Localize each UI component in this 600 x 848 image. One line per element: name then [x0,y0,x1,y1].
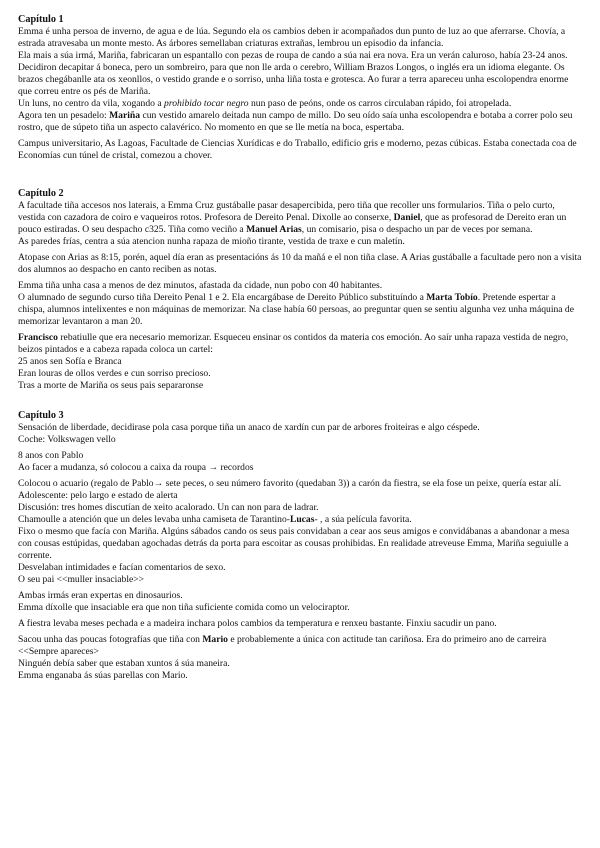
bold-name: Manuel Arias [246,224,302,235]
paragraph: As paredes frías, centra a súa atencion nunha rapaza de mioño tirante, vestida de traxe e cun maletín. [18,236,405,247]
chapter-1-heading: Capítulo 1 [18,14,64,25]
bold-name: Lucas [289,514,315,525]
chapter-2 [18,188,582,392]
chapter-3 [18,410,582,682]
paragraph: A fiestra levaba meses pechada e a madeira inchara polos cambios da temperatura e renxeu bastante. Finxiu sacudir un pano. [18,618,497,629]
paragraph: Agora ten un pesadelo: Mariña cun vestido amarelo deitada nun campo de millo. Do seu oído saía unha escolopendra e botaba a correr polo seu rostro, que de súpeto tiña un aspecto calavérico. No momento en que se lle metía na boca, espertaba. [18,110,573,133]
chapter-2-heading: Capítulo 2 [18,188,64,199]
paragraph: Coche: Volkswagen vello [18,434,116,445]
paragraph: Ela mais a súa irmá, Mariña, fabricaran un espantallo con pezas de roupa de cando a súa nai era nova. Era un verán caluroso, había 23-24 anos. Decidiron decapitar á boneca, pero un sombreiro, para que non lle arda o cerebro, William Brazos Longos, o inglés era un idioma elegante. Os brazos chegábanlle ata os xeonllos, o vestido grande e o sorriso, unha liña tosta e grotesca. Ao furar a terra apareceu unha escolopendra enorme que correu entre os pés de Mariña. [18,50,569,97]
paragraph: Chamoulle a atención que un deles levaba unha camiseta de Tarantino-Lucas- , a súa película favorita. [18,514,412,525]
paragraph: Emma díxolle que insaciable era que non tiña suficiente comida como un velociraptor. [18,602,350,613]
paragraph: Ninguén debía saber que estaban xuntos á súa maneira. [18,658,230,669]
paragraph: Sacou unha das poucas fotografías que tiña con Mario e probablemente a única con actitude tan cariñosa. Era do primeiro ano de carreira <<Sempre apareces> [18,634,547,657]
chapter-3-body [18,422,582,682]
chapter-1 [18,14,582,162]
bold-name: Mario [202,634,228,645]
chapter-2-body [18,200,582,392]
paragraph: 25 anos sen Sofía e Branca [18,356,122,367]
paragraph: Fixo o mesmo que facía con Mariña. Algúns sábados cando os seus pais convidaban a cear aos seus amigos e convidábanas a abandonar a mesa con cousas estúpidas, quedaban agochadas detrás da porta para escoitar as cousas prohibidas. En realidade atreveuse Emma, Mariña seguiulle a corrente. [18,526,570,561]
paragraph: Discusión: tres homes discutían de xeito acalorado. Un can non para de ladrar. [18,502,319,513]
paragraph: Desvelaban intimidades e facían comentarios de sexo. [18,562,226,573]
paragraph: Adolescente: pelo largo e estado de alerta [18,490,178,501]
paragraph: Un luns, no centro da vila, xogando a prohibido tocar negro nun paso de peóns, onde os carros circulaban rápido, foi atropelada. [18,98,512,109]
paragraph: Emma tiña unha casa a menos de dez minutos, afastada da cidade, nun pobo con 40 habitantes. [18,280,383,291]
paragraph: Atopase con Arias as 8:15, porén, aquel día eran as presentacións ás 10 da mañá e el non tiña clase. A Arias gustáballe a facultade pero non a visita dos alumnos ao despacho en canto reciben as notas. [18,252,582,275]
paragraph: Ambas irmás eran expertas en dinosaurios. [18,590,183,601]
bold-name: Mariña [109,110,141,121]
paragraph: Colocou o acuario (regalo de Pablo→ sete peces, o seu número favorito (quedaban 3)) a carón da fiestra, se ela fose un peixe, quería estar alí. [18,478,562,489]
paragraph: Tras a morte de Mariña os seus pais separaronse [18,380,204,391]
paragraph: Eran louras de ollos verdes e cun sorriso precioso. [18,368,211,379]
paragraph: Emma é unha persoa de inverno, de agua e de lúa. Segundo ela os cambios deben ir acompañados dun punto de luz ao que aferrarse. Chovía, a estrada atravesaba un monte mesto. As árbores semellaban criaturas extrañas, lembrou un episodio da infancia. [18,26,566,49]
paragraph: Sensación de liberdade, decidirase pola casa porque tiña un anaco de xardín cun par de arbores froiteiras e algo céspede. [18,422,480,433]
paragraph: O alumnado de segundo curso tiña Dereito Penal 1 e 2. Ela encargábase de Dereito Público substituíndo a Marta Tobío. Pretende espertar a chispa, alumnos intelixentes e non máquinas de memorizar. Na clase había 60 persoas, ao preguntar quen se sentiu algunha vez unha máquina de memorizar levantaron a man 20. [18,292,574,327]
paragraph: Emma enganaba ás súas parellas con Mario. [18,670,188,681]
paragraph: 8 anos con Pablo [18,450,84,461]
chapter-3-heading: Capítulo 3 [18,410,64,421]
bold-name: Daniel [393,212,421,223]
italic-text: prohibido tocar negro [164,98,249,109]
bold-name: Marta Tobío [426,292,478,303]
paragraph: Campus universitario, As Lagoas, Facultade de Ciencias Xurídicas e do Traballo, edificio gris e moderno, pezas cúbicas. Estaba conectada coa de Economías cun túnel de cristal, comezou a chover. [18,138,577,161]
paragraph: A facultade tiña accesos nos laterais, a Emma Cruz gustáballe pasar desapercibida, pero tiña que recoller uns formularios. Tiña o pelo curto, vestida con cazadora de coiro e vaqueiros rotos. Profesora de Dereito Penal. Dixolle ao conserxe, Daniel, que as profesorad de Dereito eran un pouco estiradas. O seu despacho c325. Tiña como veciño a Manuel Arias, un comisario, pisa o despacho un par de veces por semana. [18,200,567,235]
bold-name: Francisco [18,332,58,343]
paragraph: Francisco rebatiulle que era necesario memorizar. Esqueceu ensinar os contidos da materia cos emoción. Ao saír unha rapaza vestida de negro, beizos pintados e a cabeza rapada coloca un cartel: [18,332,569,355]
paragraph: O seu pai <<muller insaciable>> [18,574,145,585]
chapter-1-body [18,26,582,162]
paragraph: Ao facer a mudanza, só colocou a caixa da roupa → recordos [18,462,254,473]
